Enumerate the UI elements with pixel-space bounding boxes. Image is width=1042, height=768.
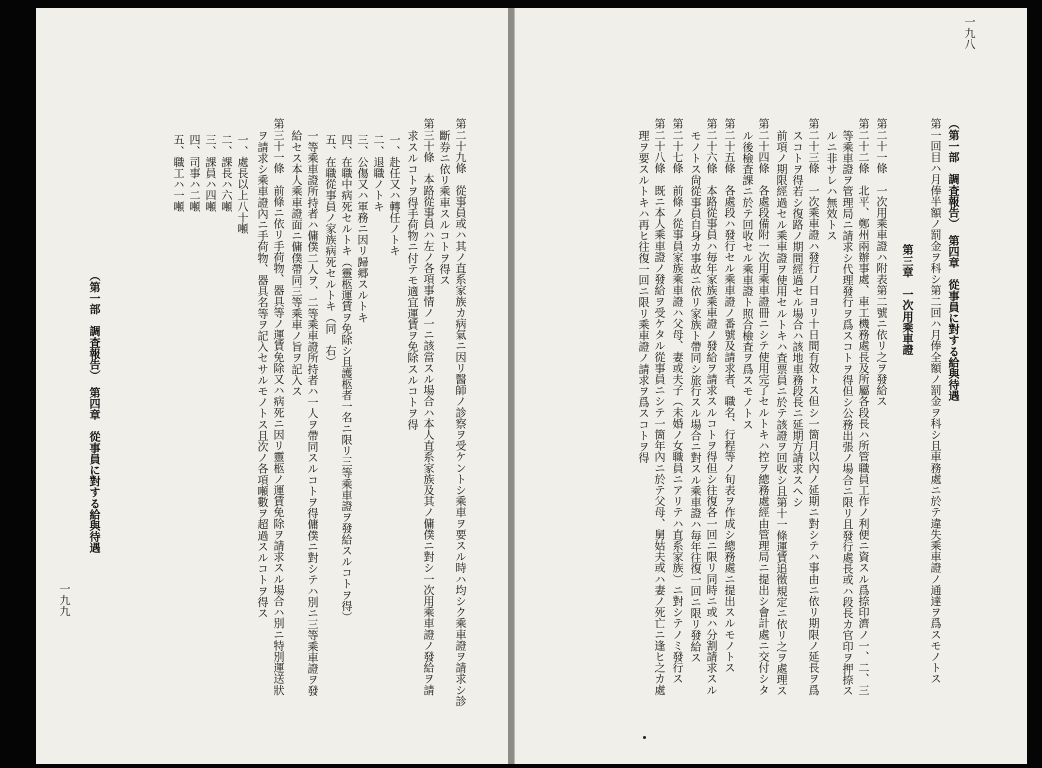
- left-line-6: 二、退職ノトキ: [372, 134, 385, 212]
- left-line-18: 五、職工ハ一噸: [172, 134, 185, 212]
- right-line-15: 第二十七條 前條ノ從事員家族乘車證ハ父母、妻或夫子（未婚ノ女職員ニアリテハ直系家族）ニ對シテノミ發行ス: [671, 118, 684, 685]
- left-line-2: 斷券ニ依リ乘車スルコトヲ得ス: [438, 130, 451, 286]
- left-line-17: 四、司事ハ二噸: [188, 134, 201, 212]
- left-line-7: 三、公傷又ハ軍務ニ因リ歸郷スルトキ: [356, 134, 369, 323]
- left-line-9: 五、在職從事員ノ家族病死セルトキ（同 右）: [324, 134, 337, 368]
- left-line-12: 第三十一條 前條ニ依リ手荷物、器具等ノ運賃免除又ハ病死ニ因リ靈柩ノ運賃免除ヲ請求スル場合ハ別ニ特別運送狀: [272, 118, 285, 696]
- right-line-17: 理ヲ要スルトキハ再ヒ往復一回ニ限リ乘車證ノ請求ヲ爲スコトヲ得: [637, 130, 650, 463]
- right-page-running-header: （第一部 調査報告） 第四章 從事員に對する給與待遇: [947, 118, 960, 402]
- chapter-title: 第三章 一次用乘車證: [901, 244, 914, 355]
- book-spread: [36, 8, 1026, 764]
- right-line-10: 第二十四條 各處段備附一次用乘車證冊ニシテ使用完了セルトキハ控ヲ總務處經由管理局ニ提出シ會計處ニ交付シタ: [757, 118, 770, 696]
- left-line-11: 給セス本人乘車證面ニ傭僕帶同三等乘車ノ旨ヲ記入ス: [290, 130, 303, 397]
- right-line-12: 第二十五條 各處段ハ發行セル乘車證ノ番號及請求者、職名、行程等ノ旬表ヲ作成シ總務處ニ提出スルモノトス: [723, 118, 736, 673]
- left-line-8: 四、在職中病死セルトキ（靈柩運賃ヲ免除シ且護柩者一名ニ限リ三等乘車證ヲ發給スルコトヲ得）: [340, 134, 353, 623]
- left-line-14: 一、處長以上八十噸: [236, 134, 249, 234]
- left-line-10: 一等乘車證所持者ハ傭僕二人ヲ、二等乘車證所持者ハ一人ヲ帶同スルコトヲ得傭僕ニ對シテハ別ニ三等乘車證ヲ發: [306, 130, 319, 697]
- right-line-5: 等乘車證ヲ管理局ニ請求シ代理發行ヲ爲スコトヲ得但シ公務出張ノ場合ニ限リ且發行處長或ハ段長カ官印ヲ押捺ス: [841, 130, 854, 697]
- left-line-3: 第三十條 本路從事員ハ左ノ各項事情ノ一ニ該當スル場合ハ本人直系家族及其ノ傭僕ニ對シ一次用乘車證ノ發給ヲ請: [422, 118, 435, 696]
- right-line-4: 第二十二條 北平、鄭州兩辦事處、車工機務處長及所屬各段長ハ所管職員工作ノ利便ニ資スル爲捺印濟ノ一、二、三: [857, 118, 870, 696]
- left-page-folio: 一九九: [58, 583, 71, 617]
- left-line-1: 第二十九條 從事員或ハ其ノ直系家族カ病氣ニ因リ醫師ノ診察ヲ受ケントシ乘車ヲ要スル時ハ均シク乘車證ヲ請求シ診: [454, 118, 467, 707]
- right-line-7: 第二十三條 一次乘車證ハ發行ノ日ヨリ十日間有效トス但シ一箇月以內ノ延期ニ對シテハ事由ニ依リ期限ノ延長ヲ爲: [807, 118, 820, 696]
- left-page-running-header: （第一部 調査報告） 第四章 從事員に對する給與待遇: [88, 270, 101, 554]
- right-line-8: スコトヲ得若シ復路ノ期間經過セル場合ハ該地車務段長ニ延期方請求スヘシ: [791, 130, 804, 508]
- right-line-9: 前項ノ期限經過セル乘車證ヲ使用セルトキハ査票員ニ於テ該證ヲ回收シ且第十一條運賃追徵規定ニ依リ之ヲ處理ス: [775, 130, 788, 697]
- right-line-3: 第二十一條 一次用乘車證ハ附表第二號ニ依リ之ヲ發給ス: [875, 118, 888, 407]
- right-line-1: 第一回目ハ月俸半額ノ罰金ヲ科シ第二回ハ月俸全額ノ罰金ヲ科シ且車務處ニ於テ違失乘車證ノ通達ヲ爲スモノトス: [929, 118, 942, 685]
- right-page: [514, 8, 1027, 764]
- left-line-15: 二、課長ハ六噸: [220, 134, 233, 212]
- right-line-16: 第二十八條 既ニ本人乘車證ノ發給ヲ受ケタル從事員ニシテ一箇年內ニ於テ父母、舅姑夫或ハ妻ノ死亡ニ逢ヒ之カ處: [653, 118, 666, 696]
- left-page: [36, 8, 509, 764]
- left-line-13: ヲ請求シ乘車證內ニ手荷物、器具名等ヲ記入セサルモノトス且次ノ各項噸數ヲ超過スルコトヲ得ス: [256, 130, 269, 619]
- left-line-16: 三、課員ハ四噸: [204, 134, 217, 212]
- left-line-4: 求スルコトヲ得手荷物ニ付テモ適宜運賃ヲ免除スルコトヲ得: [406, 130, 419, 430]
- right-line-14: モノトス尙從事員自身カ事故ニ依リ家族ト帶同シ旅行スル場合ニ對スル乘車證ハ毎年往復一回ニ限リ發給ス: [689, 130, 702, 663]
- right-page-folio: 一九八: [963, 16, 976, 50]
- right-line-13: 第二十六條 本路從事員ハ毎年家族乘車證ノ發給ヲ請求スルコトヲ得但シ往復各一回ニ限リ同時ニ或ハ分割請求スル: [705, 118, 718, 696]
- right-line-11: ル後檢査課ニ於テ回收セル乘車證ト照合檢査ヲ爲スモノトス: [741, 130, 754, 430]
- left-line-5: 一、赴任又ハ轉任ノトキ: [388, 134, 401, 257]
- ink-speck: [643, 736, 646, 739]
- right-line-6: ルニ非サレハ無效トス: [825, 130, 838, 241]
